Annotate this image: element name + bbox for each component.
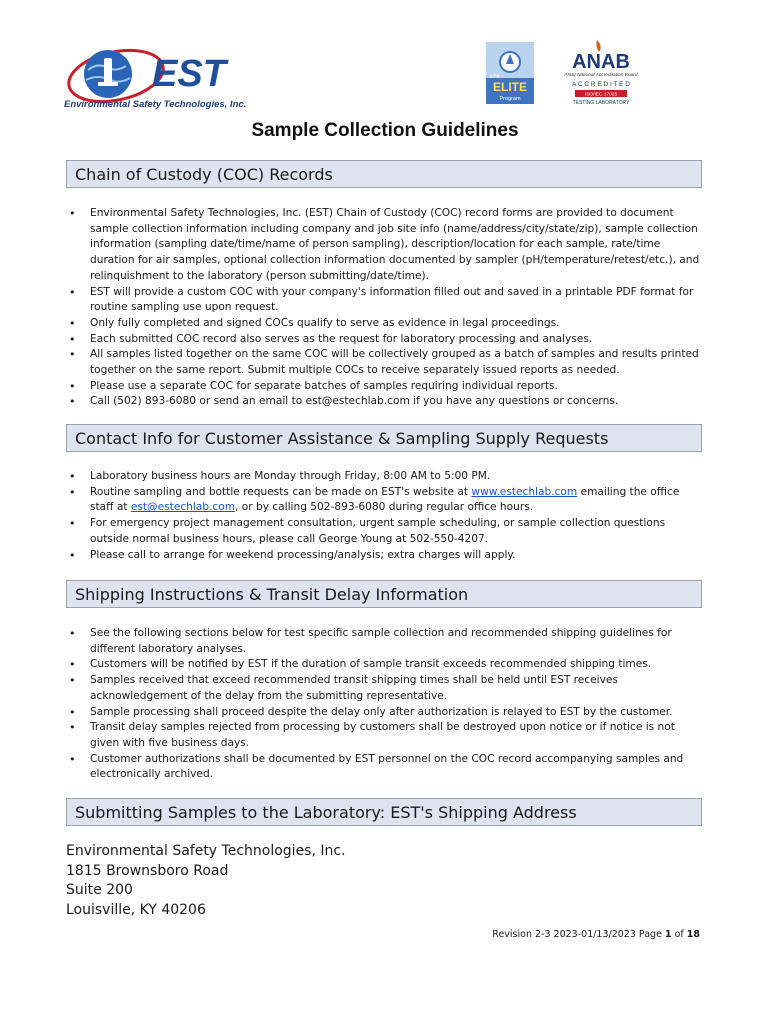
list-item: • Environmental Safety Technologies, Inc. (EST) Chain of Custody (COC) record forms are provided to document sample collection information including company and job site info (name/address/city/state/zip), sample collection information (sampling date/time/name of person sampling), description/location for each sample, rate/time duration for air samples, optional collection information documented by sampler (pH/temperature/retest/etc.), and relinquishment to the laboratory (person submitting/date/time). xyxy=(66,206,706,285)
list-item: • Laboratory business hours are Monday through Friday, 8:00 AM to 5:00 PM. xyxy=(66,469,706,485)
svg-text:Program: Program xyxy=(499,96,521,102)
list-item: • Please use a separate COC for separate batches of samples requiring individual reports. xyxy=(66,379,706,395)
est-logo-subtitle: Environmental Safety Technologies, Inc. xyxy=(64,99,247,110)
anab-logo xyxy=(555,38,647,106)
email-link[interactable]: est@estechlab.com xyxy=(130,501,236,514)
list-item: • Each submitted COC record also serves as the request for laboratory processing and analyses. xyxy=(66,332,706,348)
list-item: • Customer authorizations shall be documented by EST personnel on the COC record accompanying samples and electronically archived. xyxy=(66,752,706,783)
svg-text:TESTING LABORATORY: TESTING LABORATORY xyxy=(572,100,630,106)
list-item: • Call (502) 893-6080 or send an email to est@estechlab.com if you have any questions or concerns. xyxy=(66,394,706,410)
list-item: • Transit delay samples rejected from processing by customers shall be destroyed upon notice or if notice is not given with five business days. xyxy=(66,720,706,751)
section-heading-coc: Chain of Custody (COC) Records xyxy=(66,160,702,188)
revision-text: Revision 2-3 2023-01/13/2023 Page xyxy=(492,929,665,940)
address-line: 1815 Brownsboro Road xyxy=(66,862,229,879)
svg-text:ISO/IEC 17025: ISO/IEC 17025 xyxy=(584,92,618,98)
section-heading-contact: Contact Info for Customer Assistance & Sampling Supply Requests xyxy=(66,424,702,452)
svg-text:ANSI National Accreditation Bo: ANSI National Accreditation Board xyxy=(564,73,638,78)
list-item: • Samples received that exceed recommended transit shipping times shall be held until EST receives acknowledgement of the delay from the submitting representative. xyxy=(66,673,706,704)
anab-logo-text: ANAB xyxy=(572,51,630,73)
shipping-list xyxy=(66,626,706,783)
list-item: • Only fully completed and signed COCs qualify to serve as evidence in legal proceedings. xyxy=(66,316,706,332)
address-line: Environmental Safety Technologies, Inc. xyxy=(66,843,346,859)
list-item: • Routine sampling and bottle requests can be made on EST's website at www.estechlab.com emailing the office staff at est@estechlab.com, or by calling 502-893-6080 during regular office hours. xyxy=(66,485,706,516)
page-total: 18 xyxy=(686,929,700,940)
list-item: • Customers will be notified by EST if the duration of sample transit exceeds recommended shipping times. xyxy=(66,657,706,673)
list-item: • See the following sections below for test specific sample collection and recommended shipping guidelines for different laboratory analyses. xyxy=(66,626,706,657)
est-logo-text: EST xyxy=(152,53,226,95)
section-heading-shipping: Shipping Instructions & Transit Delay Information xyxy=(66,580,702,608)
est-logo xyxy=(64,40,250,112)
svg-text:A C C R E D I T E D: A C C R E D I T E D xyxy=(572,81,630,88)
page-footer: Revision 2-3 2023-01/13/2023 Page 1 of 18 xyxy=(492,929,700,940)
list-item: • All samples listed together on the same COC will be collectively grouped as a batch of samples and results printed together on the same report. Submit multiple COCs to receive separately issued reports as needed. xyxy=(66,347,706,378)
elite-logo xyxy=(486,42,534,104)
section-heading-address: Submitting Samples to the Laboratory: EST's Shipping Address xyxy=(66,798,702,826)
address-line: Louisville, KY 40206 xyxy=(66,901,206,918)
list-item: • Please call to arrange for weekend processing/analysis; extra charges will apply. xyxy=(66,548,706,564)
shipping-address xyxy=(66,842,346,920)
list-item: • Sample processing shall proceed despite the delay only after authorization is relayed to EST by the customer. xyxy=(66,705,706,721)
page-title: Sample Collection Guidelines xyxy=(251,120,519,141)
address-line: Suite 200 xyxy=(66,882,133,898)
elite-logo-text: ELITE xyxy=(492,80,528,94)
contact-list xyxy=(66,469,706,563)
list-item: • EST will provide a custom COC with your company's information filled out and saved in a printable PDF format for routine sampling use upon request. xyxy=(66,285,706,316)
website-link[interactable]: www.estechlab.com xyxy=(471,485,578,498)
list-item: • For emergency project management consultation, urgent sample scheduling, or sample collection questions outside normal business hours, please call George Young at 502-550-4207. xyxy=(66,516,706,547)
svg-text:EPA: EPA xyxy=(490,74,500,80)
coc-list xyxy=(66,206,706,410)
page-number: 1 xyxy=(664,929,672,940)
